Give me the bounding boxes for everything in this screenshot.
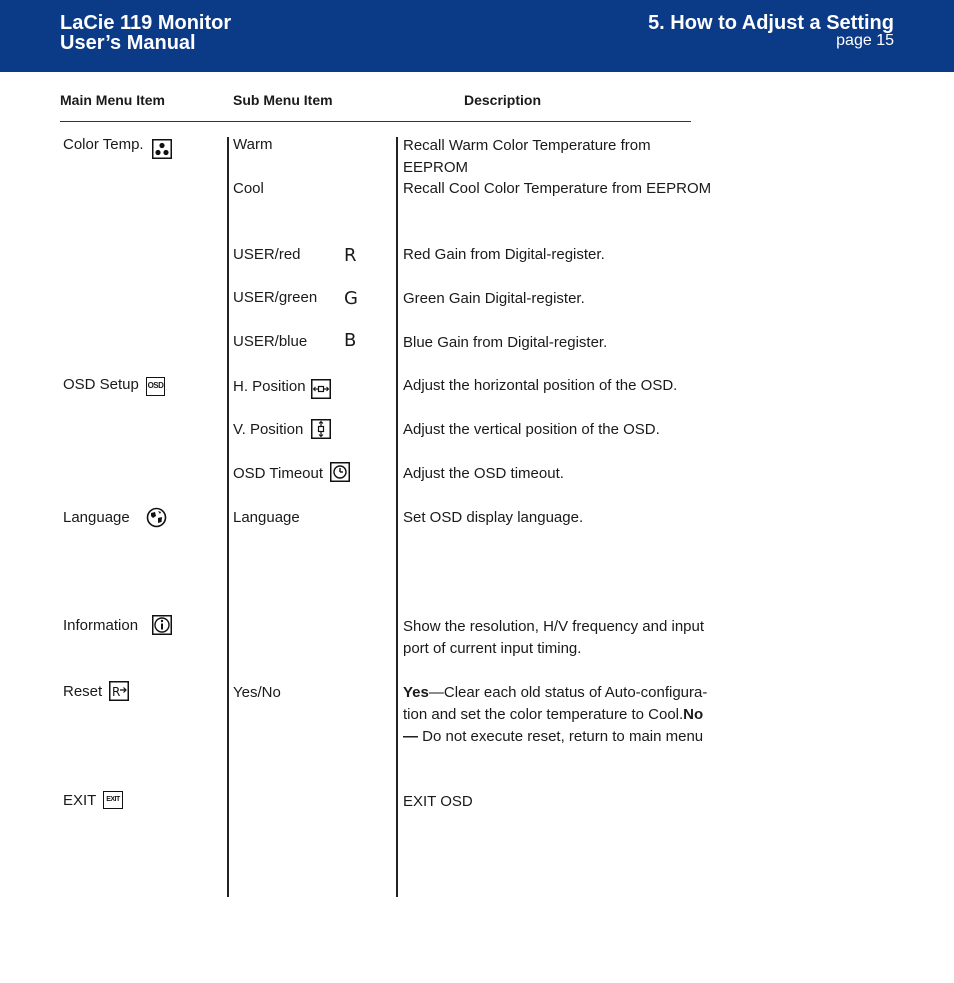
sub-item-user-green: USER/green: [233, 289, 318, 306]
manual-title: LaCie 119 Monitor: [60, 12, 232, 34]
reset-yes-text: —Clear each old status of Auto-configura-tion and set the color temperature to Cool.: [403, 684, 708, 723]
info-icon: [152, 615, 172, 635]
osd-timeout-icon: [330, 462, 350, 482]
header-right: [648, 13, 894, 49]
col-header-sub: Sub Menu Item: [233, 92, 333, 108]
globe-icon: [146, 507, 167, 528]
main-item-language: Language: [63, 509, 130, 526]
red-gain-icon: R: [344, 245, 357, 266]
reset-icon: [109, 681, 129, 701]
section-title: 5. How to Adjust a Setting: [648, 12, 894, 34]
col-header-desc: Description: [464, 92, 542, 108]
desc-user-red: Red Gain from Digital-register.: [403, 246, 605, 263]
desc-language: Set OSD display language.: [403, 509, 584, 526]
desc-v-position: Adjust the vertical position of the OSD.: [403, 421, 660, 438]
main-item-color-temp: Color Temp.: [63, 136, 144, 153]
svg-text:R: R: [112, 685, 121, 699]
col-header-main: Main Menu Item: [60, 92, 166, 108]
sub-item-user-blue: USER/blue: [233, 333, 308, 350]
reset-no-text: Do not execute reset, return to main menu: [418, 728, 704, 745]
desc-cool: Recall Cool Color Temperature from EEPROM: [403, 180, 712, 197]
v-position-icon: [311, 419, 331, 439]
sub-item-warm: Warm: [233, 136, 273, 153]
osd-setup-icon: OSD: [146, 377, 165, 396]
header-rule: [60, 121, 691, 122]
blue-gain-icon: B: [344, 330, 357, 351]
desc-exit: EXIT OSD: [403, 793, 473, 810]
desc-user-blue: Blue Gain from Digital-register.: [403, 334, 608, 351]
header-left: [60, 13, 231, 53]
sub-item-cool: Cool: [233, 180, 264, 197]
main-item-exit: EXIT: [63, 792, 97, 809]
main-item-osd-setup: OSD Setup: [63, 376, 139, 393]
sub-item-user-red: USER/red: [233, 246, 301, 263]
desc-osd-timeout: Adjust the OSD timeout.: [403, 465, 564, 482]
sub-item-h-position: H. Position: [233, 378, 306, 395]
sub-item-reset: Yes/No: [233, 684, 281, 701]
main-item-reset: Reset: [63, 683, 103, 700]
manual-subtitle: User’s Manual: [60, 32, 196, 54]
desc-user-green: Green Gain Digital-register.: [403, 290, 585, 307]
page-header: [0, 0, 954, 72]
green-gain-icon: G: [344, 288, 358, 309]
sub-item-language: Language: [233, 509, 300, 526]
sub-item-v-position: V. Position: [233, 421, 304, 438]
main-item-information: Information: [63, 617, 139, 634]
column-divider-2: [396, 137, 398, 897]
reset-yes-label: Yes: [403, 684, 429, 701]
h-position-icon: [311, 379, 331, 399]
column-divider-1: [227, 137, 229, 897]
sub-item-osd-timeout: OSD Timeout: [233, 465, 324, 482]
desc-reset: [403, 682, 713, 748]
page-number: page 15: [836, 32, 894, 49]
exit-icon: EXIT: [103, 791, 123, 809]
color-temp-icon: [152, 139, 172, 159]
desc-information: Show the resolution, H/V frequency and input port of current input timing.: [403, 618, 705, 657]
desc-h-position: Adjust the horizontal position of the OSD.: [403, 377, 678, 394]
desc-warm: Recall Warm Color Temperature from EEPROM: [403, 137, 651, 176]
reset-no-label: No—: [403, 706, 704, 745]
